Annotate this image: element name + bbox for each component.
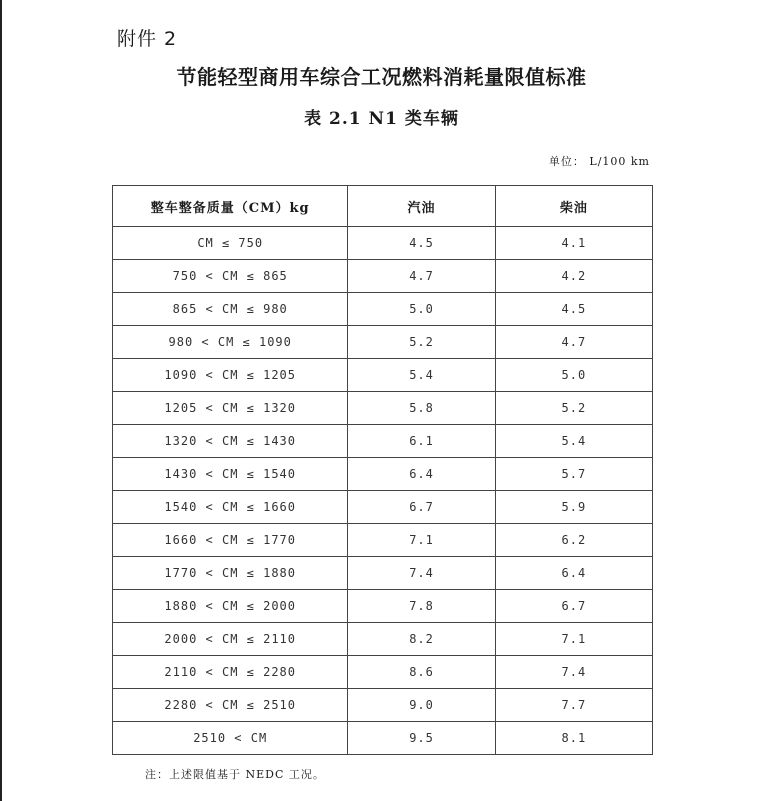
table-row xyxy=(113,392,653,425)
table-row xyxy=(113,359,653,392)
table-header-row xyxy=(113,186,653,227)
cell-diesel: 4.2 xyxy=(495,260,652,293)
cell-gasoline: 5.4 xyxy=(348,359,495,392)
cell-mass-range: 750 < CM ≤ 865 xyxy=(113,260,348,293)
table-row xyxy=(113,293,653,326)
cell-diesel: 5.2 xyxy=(495,392,652,425)
cell-diesel: 4.5 xyxy=(495,293,652,326)
table-row xyxy=(113,590,653,623)
cell-diesel: 5.9 xyxy=(495,491,652,524)
cell-diesel: 5.4 xyxy=(495,425,652,458)
table-row xyxy=(113,557,653,590)
cell-diesel: 4.7 xyxy=(495,326,652,359)
fuel-limit-table xyxy=(112,185,653,755)
cell-gasoline: 4.7 xyxy=(348,260,495,293)
header-diesel: 柴油 xyxy=(495,186,652,227)
cell-diesel: 7.1 xyxy=(495,623,652,656)
header-gasoline: 汽油 xyxy=(348,186,495,227)
document-title: 节能轻型商用车综合工况燃料消耗量限值标准 xyxy=(176,65,587,89)
cell-gasoline: 5.8 xyxy=(348,392,495,425)
cell-gasoline: 6.1 xyxy=(348,425,495,458)
cell-gasoline: 8.6 xyxy=(348,656,495,689)
cell-diesel: 6.4 xyxy=(495,557,652,590)
table-row xyxy=(113,227,653,260)
cell-diesel: 6.2 xyxy=(495,524,652,557)
cell-gasoline: 8.2 xyxy=(348,623,495,656)
cell-mass-range: 2000 < CM ≤ 2110 xyxy=(113,623,348,656)
cell-mass-range: 1205 < CM ≤ 1320 xyxy=(113,392,348,425)
cell-mass-range: CM ≤ 750 xyxy=(113,227,348,260)
cell-mass-range: 1430 < CM ≤ 1540 xyxy=(113,458,348,491)
table-row xyxy=(113,425,653,458)
cell-mass-range: 2280 < CM ≤ 2510 xyxy=(113,689,348,722)
cell-gasoline: 6.4 xyxy=(348,458,495,491)
cell-diesel: 7.4 xyxy=(495,656,652,689)
table-row xyxy=(113,722,653,755)
cell-mass-range: 2510 < CM xyxy=(113,722,348,755)
table-row xyxy=(113,260,653,293)
cell-gasoline: 5.0 xyxy=(348,293,495,326)
cell-diesel: 6.7 xyxy=(495,590,652,623)
cell-diesel: 5.0 xyxy=(495,359,652,392)
cell-mass-range: 1320 < CM ≤ 1430 xyxy=(113,425,348,458)
footnote: 注：上述限值基于 NEDC 工况。 xyxy=(145,768,325,781)
cell-mass-range: 1880 < CM ≤ 2000 xyxy=(113,590,348,623)
table-row xyxy=(113,326,653,359)
cell-gasoline: 7.8 xyxy=(348,590,495,623)
cell-diesel: 8.1 xyxy=(495,722,652,755)
cell-gasoline: 6.7 xyxy=(348,491,495,524)
cell-diesel: 7.7 xyxy=(495,689,652,722)
cell-diesel: 4.1 xyxy=(495,227,652,260)
cell-mass-range: 1770 < CM ≤ 1880 xyxy=(113,557,348,590)
attachment-label: 附件 2 xyxy=(117,28,178,50)
cell-gasoline: 4.5 xyxy=(348,227,495,260)
cell-gasoline: 9.0 xyxy=(348,689,495,722)
table-row xyxy=(113,623,653,656)
table-body xyxy=(113,227,653,755)
cell-mass-range: 865 < CM ≤ 980 xyxy=(113,293,348,326)
table-row xyxy=(113,458,653,491)
cell-mass-range: 980 < CM ≤ 1090 xyxy=(113,326,348,359)
unit-label: 单位： L/100 km xyxy=(548,155,650,168)
cell-gasoline: 9.5 xyxy=(348,722,495,755)
table-row xyxy=(113,656,653,689)
table-row xyxy=(113,689,653,722)
header-mass: 整车整备质量（CM）kg xyxy=(113,186,348,227)
cell-diesel: 5.7 xyxy=(495,458,652,491)
cell-gasoline: 7.1 xyxy=(348,524,495,557)
table-row xyxy=(113,491,653,524)
cell-mass-range: 1090 < CM ≤ 1205 xyxy=(113,359,348,392)
table-row xyxy=(113,524,653,557)
cell-mass-range: 2110 < CM ≤ 2280 xyxy=(113,656,348,689)
cell-mass-range: 1540 < CM ≤ 1660 xyxy=(113,491,348,524)
table-caption: 表 2.1 N1 类车辆 xyxy=(304,109,459,129)
cell-gasoline: 7.4 xyxy=(348,557,495,590)
cell-gasoline: 5.2 xyxy=(348,326,495,359)
cell-mass-range: 1660 < CM ≤ 1770 xyxy=(113,524,348,557)
